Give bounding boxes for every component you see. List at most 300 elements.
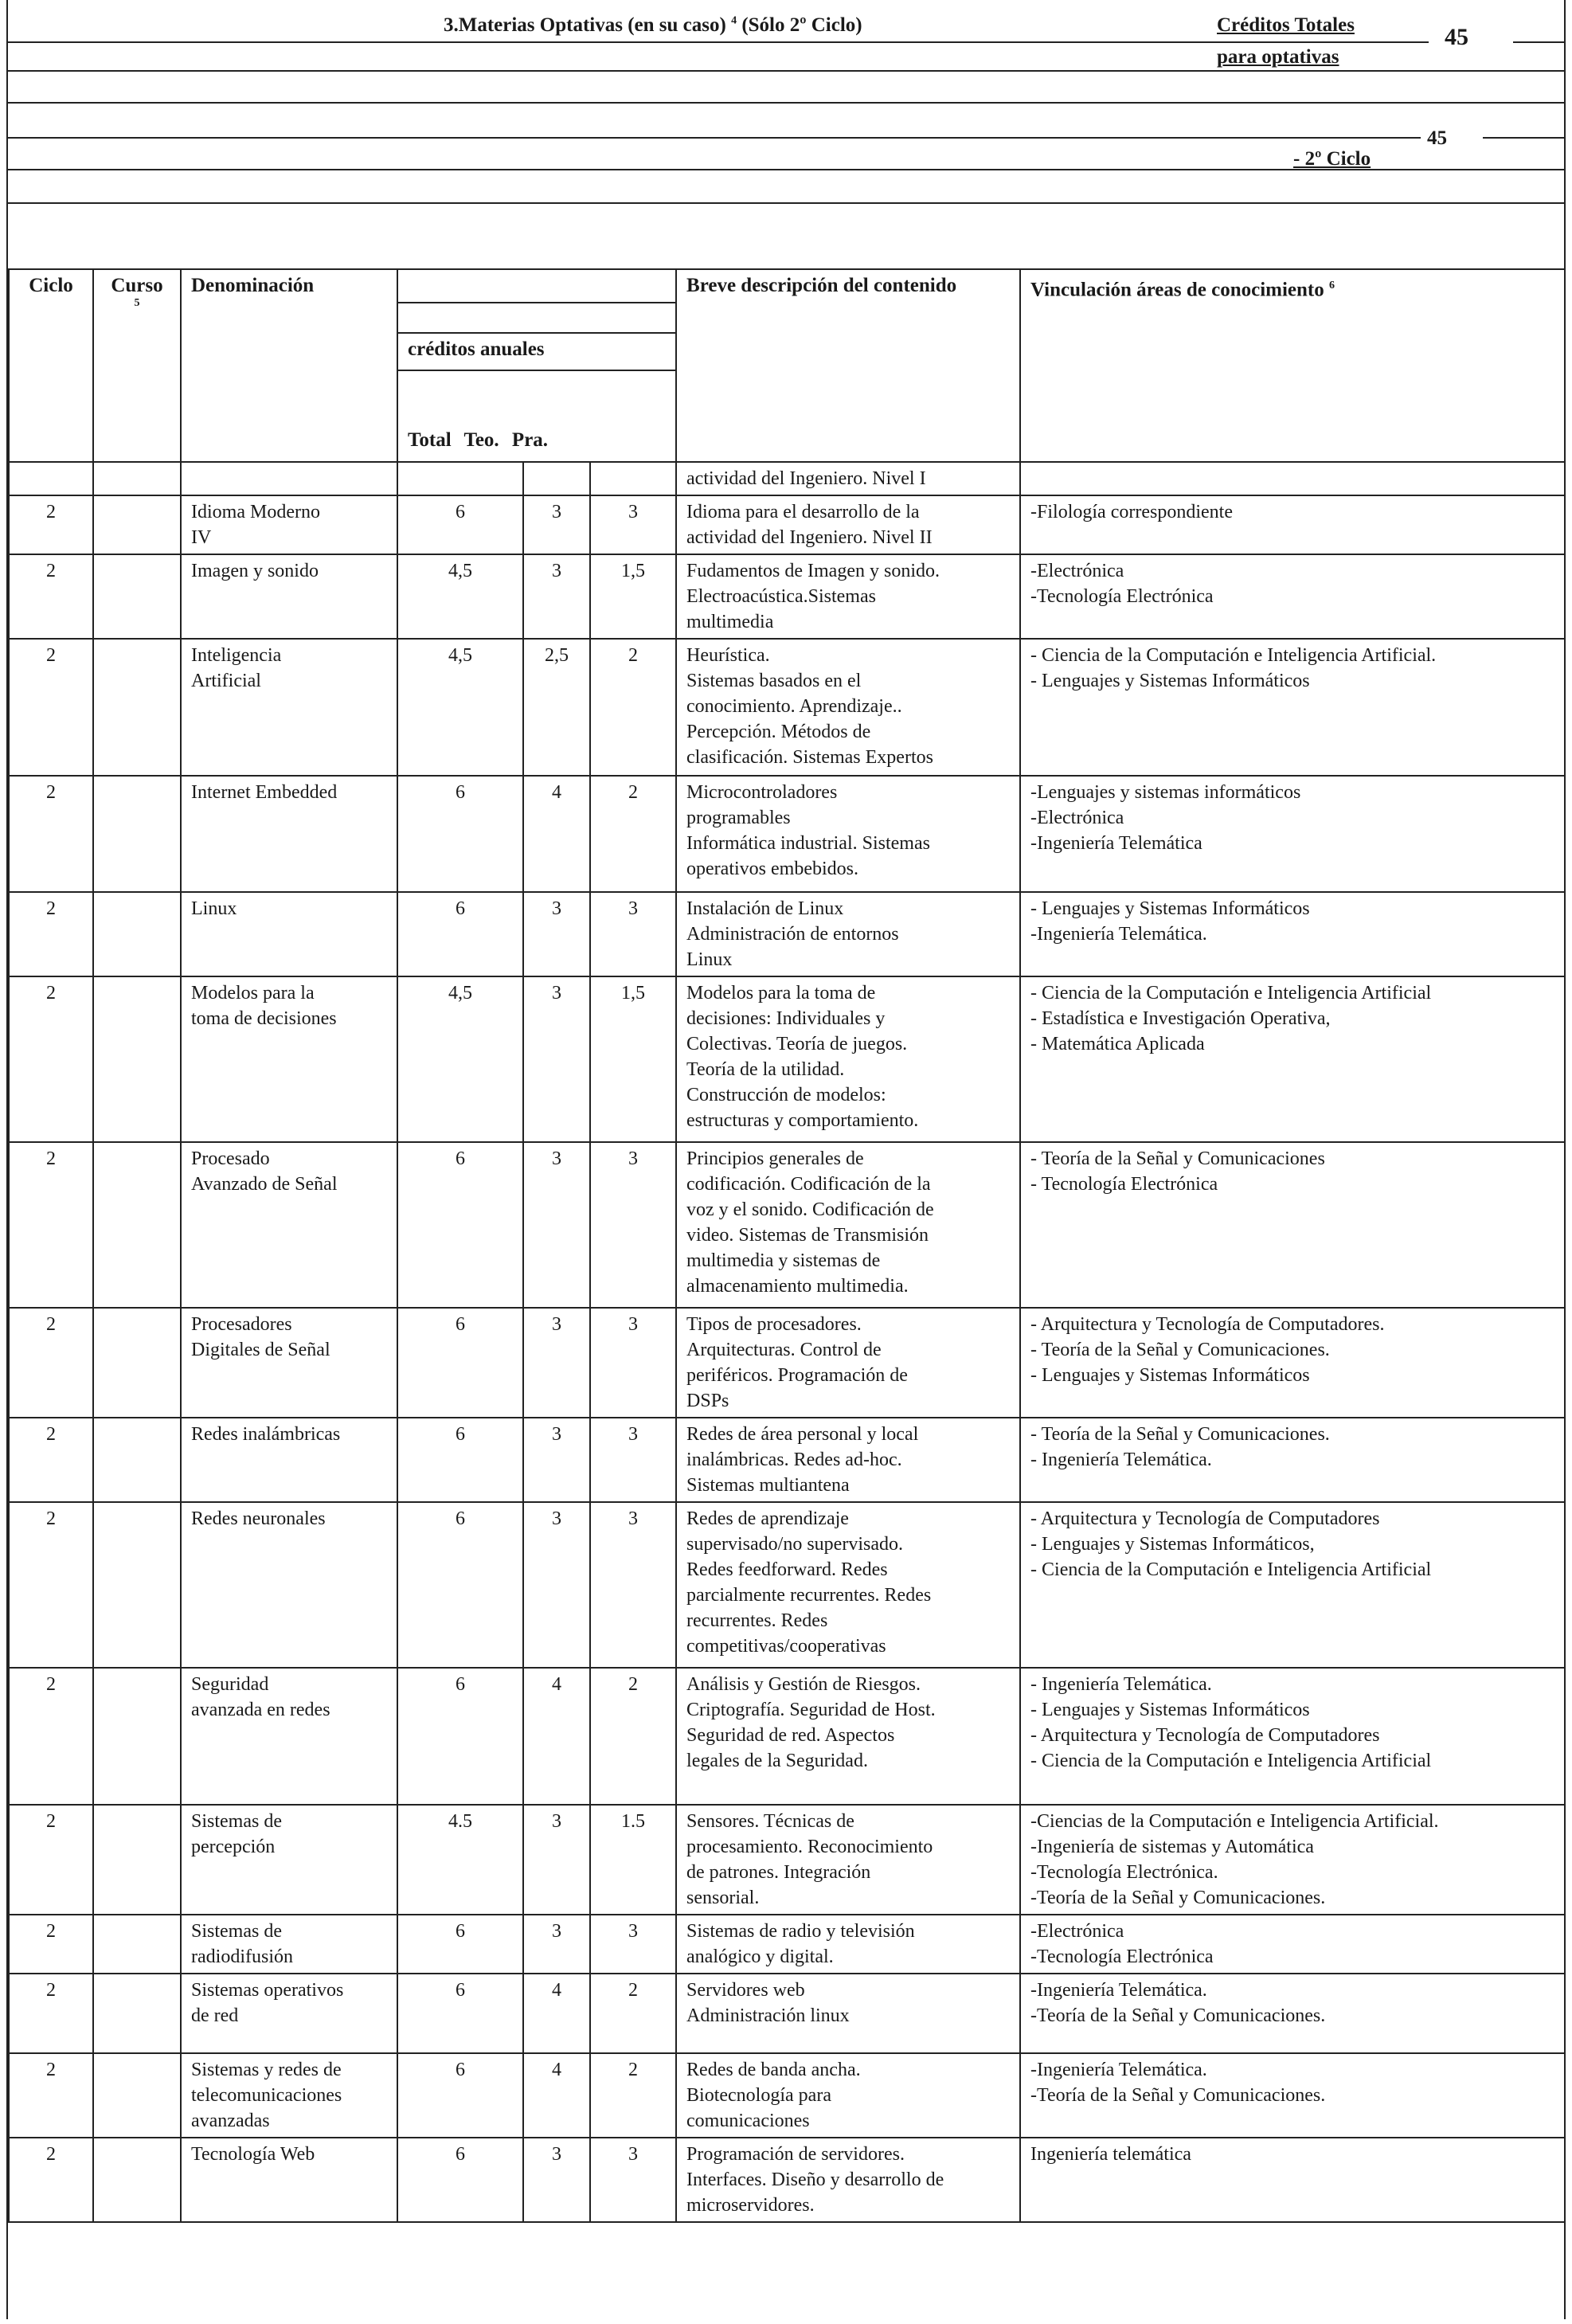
description-cell-line: Electroacústica.Sistemas: [686, 586, 876, 607]
description-cell-line: de patrones. Integración: [686, 1862, 871, 1883]
areas-cell-line: -Tecnología Electrónica: [1030, 586, 1214, 607]
denominacion-cell-line: Artificial: [191, 671, 261, 691]
areas-cell-line: -Ingeniería Telemática.: [1030, 2060, 1207, 2080]
header-curso-footnote: 5: [134, 297, 140, 309]
divider: [1483, 137, 1564, 139]
description-cell-line: Sistemas de radio y televisión: [686, 1921, 915, 1942]
denominacion-cell: [181, 1308, 397, 1418]
credits-pra-cell: 3: [590, 1915, 676, 1974]
denominacion-cell-line: Modelos para la: [191, 983, 315, 1004]
credits-pra-cell: 3: [590, 1418, 676, 1502]
denominacion-cell-line: IV: [191, 527, 212, 548]
areas-cell: [1020, 495, 1565, 554]
credits-total-cell: 6: [397, 2138, 523, 2222]
credits-total-cell: 6: [397, 1974, 523, 2053]
areas-cell: [1020, 976, 1565, 1142]
credits-total-cell: 6: [397, 1308, 523, 1418]
description-cell-line: Redes de banda ancha.: [686, 2060, 861, 2080]
credits-teo-cell: 2,5: [523, 639, 590, 776]
areas-cell-line: - Teoría de la Señal y Comunicaciones: [1030, 1148, 1325, 1169]
areas-cell-line: -Electrónica: [1030, 808, 1124, 828]
areas-cell-line: - Lenguajes y Sistemas Informáticos: [1030, 898, 1310, 919]
table-cell: [181, 462, 397, 495]
areas-cell-line: -Ingeniería Telemática.: [1030, 924, 1207, 945]
ciclo-cell: 2: [9, 495, 93, 554]
credits-pra-cell: 3: [590, 892, 676, 976]
denominacion-cell: [181, 639, 397, 776]
areas-cell: [1020, 1915, 1565, 1974]
denominacion-cell: [181, 1974, 397, 2053]
description-cell-line: Análisis y Gestión de Riesgos.: [686, 1674, 921, 1695]
divider: [398, 332, 675, 334]
table-row: [9, 554, 1565, 639]
denominacion-cell-line: Sistemas y redes de: [191, 2060, 342, 2080]
ciclo-label: - 2º Ciclo: [1293, 148, 1371, 170]
description-cell-line: Idioma para el desarrollo de la: [686, 502, 920, 522]
areas-cell-line: -Electrónica: [1030, 561, 1124, 581]
header-denominacion: [181, 269, 397, 462]
areas-cell-line: - Teoría de la Señal y Comunicaciones.: [1030, 1340, 1330, 1360]
description-cell-line: periféricos. Programación de: [686, 1365, 908, 1386]
denominacion-cell: [181, 976, 397, 1142]
curso-cell: [93, 1974, 181, 2053]
denominacion-cell-line: Internet Embedded: [191, 782, 338, 803]
credits-teo-cell: 3: [523, 1915, 590, 1974]
credits-teo-cell: 4: [523, 1974, 590, 2053]
table-row: [9, 776, 1565, 892]
denominacion-cell-line: Sistemas operativos: [191, 1980, 344, 2001]
description-cell-line: Teoría de la utilidad.: [686, 1059, 845, 1080]
credits-teo-cell: 3: [523, 2138, 590, 2222]
table-row: [9, 1308, 1565, 1418]
denominacion-cell-line: toma de decisiones: [191, 1008, 337, 1029]
areas-cell: [1020, 1142, 1565, 1308]
description-cell-line: Sistemas multiantena: [686, 1475, 850, 1496]
credits-pra-cell: 1,5: [590, 554, 676, 639]
areas-cell: [1020, 2138, 1565, 2222]
description-cell: [676, 1805, 1020, 1915]
table-cell: [9, 462, 93, 495]
description-cell-line: conocimiento. Aprendizaje..: [686, 696, 902, 717]
credits-teo-cell: 3: [523, 1418, 590, 1502]
areas-cell-line: - Estadística e Investigación Operativa,: [1030, 1008, 1331, 1029]
curso-cell: [93, 976, 181, 1142]
ciclo-cell: 2: [9, 1915, 93, 1974]
credits-teo-cell: 4: [523, 2053, 590, 2138]
description-cell: [676, 976, 1020, 1142]
areas-cell-line: -Teoría de la Señal y Comunicaciones.: [1030, 1888, 1326, 1908]
table-row: [9, 976, 1565, 1142]
table-cell: [523, 462, 590, 495]
credits-total-cell: 6: [397, 2053, 523, 2138]
description-cell-line: operativos embebidos.: [686, 859, 858, 879]
table-row: [9, 1502, 1565, 1668]
credits-total-cell: 4,5: [397, 554, 523, 639]
description-cell-line: microservidores.: [686, 2195, 815, 2216]
header-vinculacion-footnote: 6: [1329, 280, 1335, 291]
areas-cell-line: -Teoría de la Señal y Comunicaciones.: [1030, 2005, 1326, 2026]
credits-pra-cell: 3: [590, 1502, 676, 1668]
subjects-table: [8, 268, 1566, 2223]
denominacion-cell: [181, 495, 397, 554]
document-page: [6, 0, 1566, 2319]
description-cell-line: Principios generales de: [686, 1148, 864, 1169]
table-row: [9, 1915, 1565, 1974]
denominacion-cell: [181, 1805, 397, 1915]
areas-cell: [1020, 2053, 1565, 2138]
description-cell-line: Instalación de Linux: [686, 898, 844, 919]
table-row: [9, 495, 1565, 554]
areas-cell-line: - Ingeniería Telemática.: [1030, 1450, 1212, 1470]
areas-cell-line: - Matemática Aplicada: [1030, 1034, 1205, 1054]
areas-cell-line: - Lenguajes y Sistemas Informáticos: [1030, 671, 1310, 691]
areas-cell-line: - Lenguajes y Sistemas Informáticos,: [1030, 1534, 1315, 1555]
description-cell-line: Redes de aprendizaje: [686, 1508, 849, 1529]
description-cell-line: codificación. Codificación de la: [686, 1174, 931, 1195]
description-cell-line: Biotecnología para: [686, 2085, 831, 2106]
credits-teo-cell: 3: [523, 1805, 590, 1915]
denominacion-cell: [181, 1418, 397, 1502]
areas-cell-line: -Ingeniería Telemática.: [1030, 1980, 1207, 2001]
description-cell-line: Tipos de procesadores.: [686, 1314, 862, 1335]
areas-cell-line: -Tecnología Electrónica: [1030, 1946, 1214, 1967]
continuation-row: [9, 462, 1565, 495]
denominacion-cell: [181, 1915, 397, 1974]
ciclo-cell: 2: [9, 1668, 93, 1805]
credits-teo-cell: 3: [523, 1502, 590, 1668]
denominacion-cell-line: de red: [191, 2005, 239, 2026]
description-cell-line: programables: [686, 808, 791, 828]
ciclo-cell: 2: [9, 2138, 93, 2222]
areas-cell-line: - Arquitectura y Tecnología de Computadores: [1030, 1725, 1380, 1746]
denominacion-cell-line: Imagen y sonido: [191, 561, 319, 581]
header-creditos-columns: Total Teo. Pra.: [408, 429, 549, 451]
divider: [8, 70, 1564, 72]
divider: [1513, 41, 1564, 43]
table-cell: [1020, 462, 1565, 495]
areas-cell-line: -Tecnología Electrónica.: [1030, 1862, 1218, 1883]
curso-cell: [93, 1502, 181, 1668]
credits-total-cell: 6: [397, 1418, 523, 1502]
areas-cell: [1020, 1974, 1565, 2053]
header-vinculacion-text: Vinculación áreas de conocimiento: [1030, 279, 1324, 301]
description-cell-line: Sistemas basados en el: [686, 671, 862, 691]
areas-cell: [1020, 1502, 1565, 1668]
areas-cell-line: - Ciencia de la Computación e Inteligencia Artificial: [1030, 1559, 1432, 1580]
divider: [398, 302, 675, 303]
credits-pra-cell: 2: [590, 1974, 676, 2053]
table-header-row: [9, 269, 1565, 462]
denominacion-cell-line: radiodifusión: [191, 1946, 293, 1967]
table-cell: [590, 462, 676, 495]
credits-total-cell: 6: [397, 1502, 523, 1668]
continuation-text: actividad del Ingeniero. Nivel I: [676, 462, 1020, 495]
denominacion-cell-line: Idioma Moderno: [191, 502, 320, 522]
ciclo-cell: 2: [9, 1418, 93, 1502]
credits-total-cell: 6: [397, 495, 523, 554]
description-cell-line: Redes de área personal y local: [686, 1424, 919, 1445]
denominacion-cell-line: avanzada en redes: [191, 1700, 330, 1720]
table-body: [9, 462, 1565, 2222]
description-cell-line: multimedia y sistemas de: [686, 1250, 881, 1271]
header-denominacion-text: Denominación: [191, 275, 315, 296]
ciclo-cell: 2: [9, 1308, 93, 1418]
denominacion-cell-line: Inteligencia: [191, 645, 282, 666]
description-cell: [676, 1502, 1020, 1668]
curso-cell: [93, 2138, 181, 2222]
denominacion-cell: [181, 2053, 397, 2138]
areas-cell-line: -Ingeniería Telemática: [1030, 833, 1202, 854]
divider: [8, 169, 1564, 170]
areas-cell-line: - Lenguajes y Sistemas Informáticos: [1030, 1700, 1310, 1720]
denominacion-cell-line: Seguridad: [191, 1674, 269, 1695]
description-cell: [676, 554, 1020, 639]
creditos-totales-value: 45: [1445, 24, 1468, 50]
ciclo-cell: 2: [9, 1142, 93, 1308]
areas-cell-line: -Teoría de la Señal y Comunicaciones.: [1030, 2085, 1326, 2106]
areas-cell: [1020, 554, 1565, 639]
description-cell-line: video. Sistemas de Transmisión: [686, 1225, 929, 1246]
credits-total-cell: 6: [397, 1668, 523, 1805]
areas-cell: [1020, 1418, 1565, 1502]
areas-cell: [1020, 892, 1565, 976]
description-cell-line: Percepción. Métodos de: [686, 722, 871, 742]
curso-cell: [93, 554, 181, 639]
description-cell-line: Sensores. Técnicas de: [686, 1811, 854, 1832]
curso-cell: [93, 1142, 181, 1308]
divider: [398, 370, 675, 371]
divider: [8, 41, 1429, 43]
description-cell-line: Servidores web: [686, 1980, 805, 2001]
description-cell-line: competitivas/cooperativas: [686, 1636, 886, 1657]
header-creditos: [397, 269, 676, 462]
description-cell-line: inalámbricas. Redes ad-hoc.: [686, 1450, 902, 1470]
ciclo-cell: 2: [9, 892, 93, 976]
areas-cell-line: Ingeniería telemática: [1030, 2144, 1191, 2165]
description-cell-line: Microcontroladores: [686, 782, 838, 803]
ciclo-cell: 2: [9, 2053, 93, 2138]
description-cell-line: estructuras y comportamiento.: [686, 1110, 919, 1131]
curso-cell: [93, 1915, 181, 1974]
credits-total-cell: 6: [397, 776, 523, 892]
header-descripcion-text: Breve descripción del contenido: [686, 275, 957, 296]
section-title-text: 3.Materias Optativas (en su caso): [444, 14, 726, 36]
header-curso: [93, 269, 181, 462]
description-cell-line: procesamiento. Reconocimiento: [686, 1837, 933, 1857]
table-row: [9, 2053, 1565, 2138]
description-cell-line: sensorial.: [686, 1888, 760, 1908]
denominacion-cell-line: avanzadas: [191, 2111, 270, 2131]
denominacion-cell: [181, 554, 397, 639]
credits-pra-cell: 3: [590, 1308, 676, 1418]
description-cell: [676, 1142, 1020, 1308]
denominacion-cell-line: Sistemas de: [191, 1811, 282, 1832]
denominacion-cell-line: Procesadores: [191, 1314, 292, 1335]
credits-teo-cell: 3: [523, 1308, 590, 1418]
description-cell-line: Heurística.: [686, 645, 770, 666]
table-row: [9, 1142, 1565, 1308]
ciclo-cell: 2: [9, 1974, 93, 2053]
denominacion-cell-line: Redes neuronales: [191, 1508, 326, 1529]
description-cell-line: DSPs: [686, 1391, 729, 1411]
credits-pra-cell: 2: [590, 639, 676, 776]
divider: [8, 202, 1564, 204]
ciclo-credits-value: 45: [1427, 127, 1447, 149]
header-curso-text: Curso: [111, 275, 163, 296]
credits-teo-cell: 3: [523, 554, 590, 639]
header-descripcion: [676, 269, 1020, 462]
description-cell: [676, 1418, 1020, 1502]
credits-pra-cell: 1.5: [590, 1805, 676, 1915]
creditos-totales-label: Créditos Totales: [1217, 14, 1355, 36]
ciclo-cell: 2: [9, 639, 93, 776]
areas-cell-line: - Ciencia de la Computación e Inteligencia Artificial.: [1030, 645, 1437, 666]
section-title: [444, 14, 862, 37]
credits-teo-cell: 4: [523, 776, 590, 892]
ciclo-cell: 2: [9, 776, 93, 892]
description-cell-line: clasificación. Sistemas Expertos: [686, 747, 933, 768]
description-cell-line: parcialmente recurrentes. Redes: [686, 1585, 932, 1606]
description-cell-line: Modelos para la toma de: [686, 983, 876, 1004]
table-row: [9, 892, 1565, 976]
credits-total-cell: 4.5: [397, 1805, 523, 1915]
denominacion-cell-line: Avanzado de Señal: [191, 1174, 338, 1195]
credits-pra-cell: 3: [590, 495, 676, 554]
divider: [8, 102, 1564, 104]
areas-cell-line: - Arquitectura y Tecnología de Computadores: [1030, 1508, 1380, 1529]
table-row: [9, 1668, 1565, 1805]
description-cell-line: Administración linux: [686, 2005, 850, 2026]
denominacion-cell: [181, 892, 397, 976]
curso-cell: [93, 495, 181, 554]
areas-cell-line: - Teoría de la Señal y Comunicaciones.: [1030, 1424, 1330, 1445]
denominacion-cell-line: Digitales de Señal: [191, 1340, 330, 1360]
header-ciclo-text: Ciclo: [29, 275, 73, 296]
description-cell-line: voz y el sonido. Codificación de: [686, 1199, 934, 1220]
description-cell-line: analógico y digital.: [686, 1946, 834, 1967]
description-cell: [676, 1668, 1020, 1805]
description-cell-line: Fudamentos de Imagen y sonido.: [686, 561, 940, 581]
ciclo-cell: 2: [9, 1805, 93, 1915]
credits-total-cell: 6: [397, 1142, 523, 1308]
curso-cell: [93, 776, 181, 892]
table-cell: [93, 462, 181, 495]
areas-cell-line: - Ingeniería Telemática.: [1030, 1674, 1212, 1695]
description-cell: [676, 1915, 1020, 1974]
description-cell-line: actividad del Ingeniero. Nivel II: [686, 527, 933, 548]
table-row: [9, 1974, 1565, 2053]
description-cell: [676, 2138, 1020, 2222]
table-row: [9, 1805, 1565, 1915]
ciclo-cell: 2: [9, 554, 93, 639]
denominacion-cell-line: Linux: [191, 898, 237, 919]
credits-total-cell: 4,5: [397, 976, 523, 1142]
credits-total-cell: 6: [397, 892, 523, 976]
areas-cell-line: - Tecnología Electrónica: [1030, 1174, 1218, 1195]
description-cell-line: Criptografía. Seguridad de Host.: [686, 1700, 936, 1720]
denominacion-cell: [181, 2138, 397, 2222]
curso-cell: [93, 1805, 181, 1915]
description-cell-line: comunicaciones: [686, 2111, 810, 2131]
description-cell: [676, 1308, 1020, 1418]
description-cell: [676, 639, 1020, 776]
description-cell-line: Interfaces. Diseño y desarrollo de: [686, 2169, 944, 2190]
table-row: [9, 1418, 1565, 1502]
areas-cell: [1020, 1668, 1565, 1805]
denominacion-cell-line: Procesado: [191, 1148, 270, 1169]
header-ciclo: [9, 269, 93, 462]
credits-pra-cell: 1,5: [590, 976, 676, 1142]
description-cell-line: Administración de entornos: [686, 924, 899, 945]
description-cell: [676, 776, 1020, 892]
table-cell: [397, 462, 523, 495]
ciclo-cell: 2: [9, 976, 93, 1142]
areas-cell-line: -Ciencias de la Computación e Inteligencia Artificial.: [1030, 1811, 1439, 1832]
ciclo-cell: 2: [9, 1502, 93, 1668]
credits-total-cell: 4,5: [397, 639, 523, 776]
areas-cell-line: - Ciencia de la Computación e Inteligencia Artificial: [1030, 983, 1432, 1004]
denominacion-cell-line: percepción: [191, 1837, 276, 1857]
curso-cell: [93, 1418, 181, 1502]
header-vinculacion: [1020, 269, 1565, 462]
description-cell: [676, 892, 1020, 976]
description-cell: [676, 1974, 1020, 2053]
section-title-suffix: (Sólo 2º Ciclo): [741, 14, 862, 36]
areas-cell-line: -Filología correspondiente: [1030, 502, 1233, 522]
areas-cell-line: -Electrónica: [1030, 1921, 1124, 1942]
description-cell-line: Linux: [686, 949, 733, 970]
description-cell: [676, 495, 1020, 554]
credits-pra-cell: 3: [590, 1142, 676, 1308]
curso-cell: [93, 2053, 181, 2138]
areas-cell: [1020, 639, 1565, 776]
curso-cell: [93, 1668, 181, 1805]
denominacion-cell: [181, 1502, 397, 1668]
denominacion-cell-line: telecomunicaciones: [191, 2085, 342, 2106]
credits-total-cell: 6: [397, 1915, 523, 1974]
divider: [8, 137, 1421, 139]
areas-cell: [1020, 1308, 1565, 1418]
description-cell-line: multimedia: [686, 612, 774, 632]
denominacion-cell: [181, 776, 397, 892]
table-row: [9, 639, 1565, 776]
description-cell-line: legales de la Seguridad.: [686, 1751, 868, 1771]
credits-pra-cell: 2: [590, 2053, 676, 2138]
credits-pra-cell: 3: [590, 2138, 676, 2222]
areas-cell: [1020, 1805, 1565, 1915]
curso-cell: [93, 639, 181, 776]
description-cell-line: Arquitecturas. Control de: [686, 1340, 882, 1360]
areas-cell: [1020, 776, 1565, 892]
description-cell-line: Colectivas. Teoría de juegos.: [686, 1034, 908, 1054]
denominacion-cell-line: Tecnología Web: [191, 2144, 315, 2165]
header-creditos-anuales: créditos anuales: [408, 338, 545, 360]
areas-cell-line: - Arquitectura y Tecnología de Computadores.: [1030, 1314, 1385, 1335]
credits-teo-cell: 3: [523, 892, 590, 976]
description-cell-line: Construcción de modelos:: [686, 1085, 886, 1105]
areas-cell-line: -Ingeniería de sistemas y Automática: [1030, 1837, 1314, 1857]
credits-teo-cell: 4: [523, 1668, 590, 1805]
description-cell: [676, 2053, 1020, 2138]
para-optativas-label: para optativas: [1217, 46, 1339, 68]
description-cell-line: supervisado/no supervisado.: [686, 1534, 903, 1555]
description-cell-line: decisiones: Individuales y: [686, 1008, 886, 1029]
credits-pra-cell: 2: [590, 1668, 676, 1805]
credits-teo-cell: 3: [523, 495, 590, 554]
areas-cell-line: -Lenguajes y sistemas informáticos: [1030, 782, 1301, 803]
description-cell-line: Informática industrial. Sistemas: [686, 833, 930, 854]
denominacion-cell: [181, 1668, 397, 1805]
